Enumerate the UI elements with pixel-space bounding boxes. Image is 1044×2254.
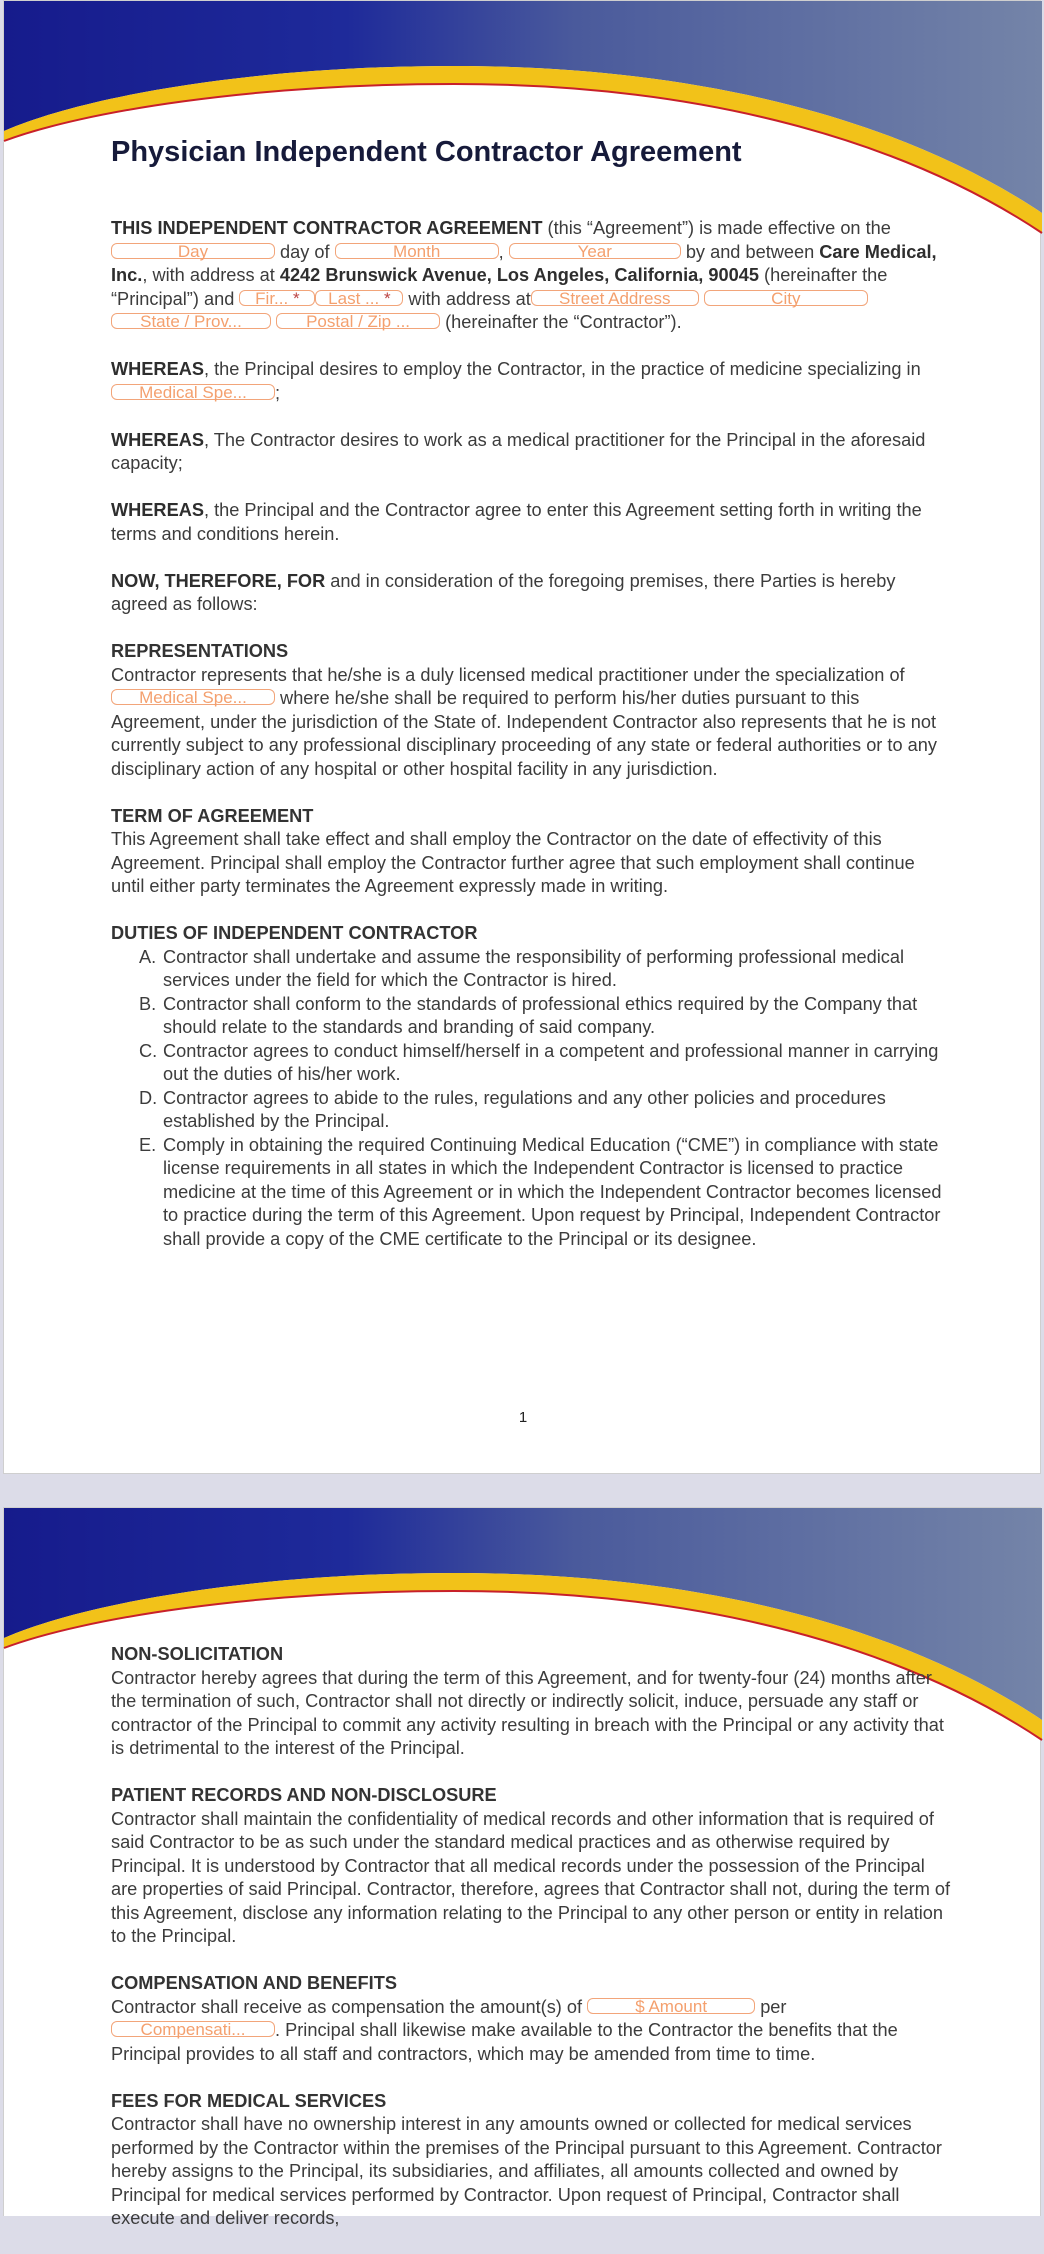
intro-text: day of (275, 241, 335, 262)
last-name-field[interactable] (315, 290, 403, 306)
now-therefore-text: and in consideration of the foregoing premises, there Parties is hereby agreed as follows: (111, 570, 896, 614)
now-therefore-lead: NOW, THEREFORE, FOR (111, 570, 326, 591)
list-item-text: Contractor shall undertake and assume the responsibility of performing professional medical services under the field for which the Contractor is hired. (163, 946, 905, 990)
intro-text: , (498, 241, 509, 262)
section-heading: TERM OF AGREEMENT (111, 805, 314, 826)
list-item (139, 1087, 951, 1134)
year-field[interactable]: Year (509, 243, 681, 259)
document-page-2 (3, 1507, 1041, 2228)
whereas-lead: WHEREAS (111, 429, 204, 450)
whereas-text: , The Contractor desires to work as a medical practitioner for the Principal in the aforesaid capacity; (111, 429, 926, 473)
section-text: where he/she shall be required to perform his/her duties pursuant to this Agreement, under the jurisdiction of the State of. Independent Contractor also represents that he is not currently subject to any professional disciplinary proceeding of any state or federal authorities or to any disciplinary action of any hospital or other hospital facility in any jurisdiction. (111, 688, 937, 779)
compensation-section (111, 1972, 951, 2066)
whereas-paragraph-3 (111, 499, 951, 546)
intro-text: (this “Agreement”) is made effective on the (542, 218, 891, 238)
header-banner (4, 1, 1042, 231)
city-field[interactable]: City (704, 290, 868, 306)
section-text: Contractor hereby agrees that during the term of this Agreement, and for twenty-four (24) months after the termination of such, Contractor shall not directly or indirectly solicit, induce, persuade any staff or contractor of the Principal to commit any activity resulting in breach with the Principal or any activity that is detrimental to the interest of the Principal. (111, 1667, 944, 1758)
page-number: 1 (518, 1409, 528, 1426)
list-item (139, 993, 951, 1040)
whereas-lead: WHEREAS (111, 359, 204, 379)
section-text: Contractor represents that he/she is a duly licensed medical practitioner under the specialization of (111, 664, 905, 685)
section-heading: DUTIES OF INDEPENDENT CONTRACTOR (111, 923, 478, 943)
intro-text: with address at (403, 288, 531, 309)
section-heading: REPRESENTATIONS (111, 641, 289, 661)
section-heading: FEES FOR MEDICAL SERVICES (111, 2090, 387, 2111)
list-letter: B. (139, 993, 157, 1014)
intro-lead: THIS INDEPENDENT CONTRACTOR AGREEMENT (111, 218, 543, 238)
section-heading: COMPENSATION AND BENEFITS (111, 1973, 397, 1993)
list-item (139, 946, 951, 993)
list-item-text: Comply in obtaining the required Continuing Medical Education (“CME”) in compliance with state license requirements in all states in which the Independent Contractor is licensed to practice medicine at the time of this Agreement or in which the Independent Contractor becomes licensed to practice during the term of this Agreement. Upon request by Principal, Independent Contractor shall provide a copy of the CME certificate to the Principal or its designee. (163, 1134, 942, 1249)
duties-section (111, 922, 951, 1251)
list-letter: E. (139, 1134, 157, 1155)
section-text: . Principal shall likewise make available to the Contractor the benefits that the Principal provides to all staff and contractors, which may be amended from time to time. (111, 2020, 898, 2064)
company-name: Care Medical, Inc. (111, 241, 937, 285)
section-heading: NON-SOLICITATION (111, 1644, 284, 1664)
intro-text: by and between (680, 241, 820, 262)
postal-code-field[interactable]: Postal / Zip ... (276, 313, 440, 329)
section-text: This Agreement shall take effect and shall employ the Contractor on the date of effectivity of this Agreement. Principal shall employ the Contractor further agree that such employment shall continue until either party terminates the Agreement expressly made in writing. (111, 829, 915, 896)
document-title: Physician Independent Contractor Agreement (111, 136, 742, 168)
whereas-text: ; (275, 382, 281, 403)
state-field[interactable]: State / Prov... (111, 313, 271, 329)
first-name-placeholder: Fir... (255, 288, 289, 308)
last-name-placeholder: Last ... (328, 288, 380, 308)
first-name-field[interactable] (239, 290, 315, 306)
section-text: Contractor shall have no ownership interest in any amounts owned or collected for medical services performed by the Contractor within the premises of the Principal pursuant to this Agreement. Contractor hereby assigns to the Principal, its subsidiaries, and affiliates, all amounts collected and owned by Principal for medical services performed by Contractor. Upon request of Principal, Contractor shall execute and deliver records, (111, 2114, 942, 2228)
whereas-paragraph-1 (111, 358, 951, 405)
day-field[interactable]: Day (111, 243, 275, 259)
list-letter: C. (139, 1040, 158, 1061)
representations-section (111, 640, 951, 781)
term-section (111, 805, 951, 899)
intro-text: (hereinafter the “Principal”) and (111, 265, 888, 309)
medical-specialty-field-2[interactable]: Medical Spe... (111, 689, 275, 705)
required-mark: * (383, 288, 391, 308)
required-mark: * (292, 288, 300, 308)
non-solicitation-section (111, 1643, 951, 1761)
company-address: 4242 Brunswick Avenue, Los Angeles, California, 90045 (279, 265, 759, 285)
intro-text: , with address at (142, 265, 280, 285)
section-heading: PATIENT RECORDS AND NON-DISCLOSURE (111, 1785, 497, 1805)
now-therefore-paragraph (111, 570, 951, 617)
whereas-lead: WHEREAS (111, 500, 204, 520)
whereas-paragraph-2 (111, 429, 951, 476)
list-letter: A. (139, 946, 157, 967)
intro-text: (hereinafter the “Contractor”). (440, 312, 682, 332)
list-item-text: Contractor agrees to conduct himself/herself in a competent and professional manner in carrying out the duties of his/her work. (163, 1040, 939, 1084)
medical-specialty-field[interactable]: Medical Spe... (111, 384, 275, 400)
list-item (139, 1040, 951, 1087)
month-field[interactable]: Month (335, 243, 499, 259)
amount-field[interactable]: $ Amount (587, 1998, 755, 2014)
street-address-field[interactable]: Street Address (531, 290, 699, 306)
whereas-text: , the Principal and the Contractor agree to enter this Agreement setting forth in writing the terms and conditions herein. (111, 500, 922, 544)
fees-section (111, 2090, 951, 2231)
duties-list (111, 946, 951, 1252)
whereas-text: , the Principal desires to employ the Contractor, in the practice of medicine specializing in (203, 359, 921, 379)
compensation-period-field[interactable]: Compensati... (111, 2021, 275, 2037)
intro-paragraph (111, 217, 951, 335)
list-item-text: Contractor agrees to abide to the rules, regulations and any other policies and procedures established by the Principal. (163, 1087, 886, 1131)
section-text: per (755, 1996, 787, 2017)
agreement-body-page-2 (111, 1643, 951, 2254)
list-item (139, 1134, 951, 1252)
section-text: Contractor shall maintain the confidentiality of medical records and other information that is required of said Contractor to be as such under the standard medical practices and as otherwise required by Principal. It is understood by Contractor that all medical records under the possession of the Principal are properties of said Principal. Contractor, therefore, agrees that Contractor shall not, during the term of this Agreement, disclose any information relating to the Principal to any other person or entity in relation to the Principal. (111, 1808, 951, 1946)
section-text: Contractor shall receive as compensation the amount(s) of (111, 1996, 588, 2017)
agreement-body-page-1 (111, 217, 951, 1251)
document-page-1 (3, 0, 1041, 1474)
list-item-text: Contractor shall conform to the standards of professional ethics required by the Company that should relate to the standards and branding of said company. (163, 993, 918, 1037)
list-letter: D. (139, 1087, 158, 1108)
patient-records-section (111, 1784, 951, 1949)
